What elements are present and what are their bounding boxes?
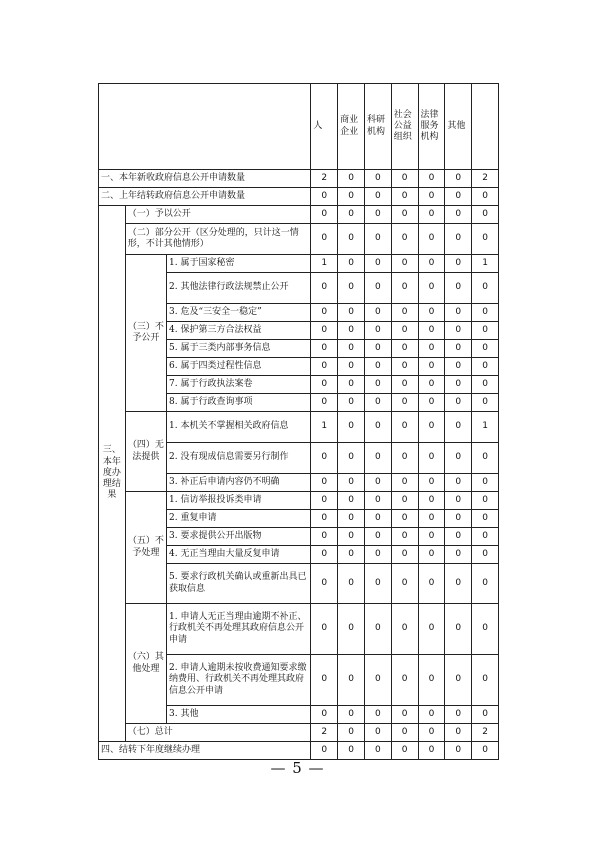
value-cell: 0 — [364, 376, 391, 394]
value-cell: 0 — [391, 510, 418, 528]
value-cell: 0 — [391, 492, 418, 510]
row-label: 3. 要求提供公开出版物 — [167, 528, 311, 546]
value-cell: 0 — [445, 510, 472, 528]
value-cell: 0 — [364, 322, 391, 340]
value-cell: 0 — [364, 340, 391, 358]
value-cell: 0 — [311, 706, 338, 724]
value-cell: 0 — [391, 742, 418, 760]
value-cell: 0 — [338, 655, 365, 706]
page-number: — 5 — — [270, 759, 325, 777]
value-cell: 0 — [391, 358, 418, 376]
value-cell: 0 — [418, 706, 445, 724]
value-cell: 0 — [418, 304, 445, 322]
value-cell: 0 — [391, 304, 418, 322]
value-cell: 0 — [472, 188, 499, 206]
value-cell: 0 — [472, 358, 499, 376]
value-cell: 0 — [364, 170, 391, 188]
table-row — [99, 724, 499, 742]
value-cell: 0 — [311, 443, 338, 474]
value-cell: 0 — [364, 443, 391, 474]
row-label: 5. 属于三类内部事务信息 — [167, 340, 311, 358]
value-cell: 0 — [472, 474, 499, 492]
table-row — [99, 604, 499, 655]
value-cell: 0 — [445, 564, 472, 604]
value-cell: 0 — [364, 510, 391, 528]
section-3-group-label: 三、本年度办理结果 — [99, 206, 126, 742]
value-cell: 0 — [311, 206, 338, 224]
row-label: 5. 要求行政机关确认或重新出具已获取信息 — [167, 564, 311, 604]
value-cell: 0 — [445, 474, 472, 492]
value-cell: 0 — [472, 304, 499, 322]
row-label: 3. 危及“三安全一稳定” — [167, 304, 311, 322]
value-cell: 0 — [391, 412, 418, 443]
value-cell: 0 — [311, 564, 338, 604]
value-cell: 0 — [311, 604, 338, 655]
value-cell: 0 — [391, 474, 418, 492]
value-cell: 0 — [472, 655, 499, 706]
value-cell: 0 — [418, 443, 445, 474]
value-cell: 0 — [445, 412, 472, 443]
subgroup-label: （四）无法提供 — [125, 412, 166, 492]
value-cell: 0 — [311, 474, 338, 492]
value-cell: 0 — [391, 340, 418, 358]
value-cell: 0 — [364, 255, 391, 273]
row-label: 3. 其他 — [167, 706, 311, 724]
value-cell: 0 — [418, 742, 445, 760]
value-cell: 0 — [472, 510, 499, 528]
row-label: 8. 属于行政查询事项 — [167, 394, 311, 412]
row-label: （一）予以公开 — [125, 206, 311, 224]
value-cell: 0 — [338, 742, 365, 760]
value-cell: 0 — [338, 358, 365, 376]
value-cell: 0 — [338, 255, 365, 273]
value-cell: 0 — [472, 706, 499, 724]
value-cell: 1 — [472, 412, 499, 443]
value-cell: 2 — [472, 170, 499, 188]
table-row — [99, 224, 499, 255]
row-label: （七）总计 — [125, 724, 311, 742]
value-cell: 0 — [418, 724, 445, 742]
value-cell: 0 — [445, 273, 472, 304]
value-cell: 0 — [391, 376, 418, 394]
table-row — [99, 170, 499, 188]
row-label: 1. 信访举报投诉类申请 — [167, 492, 311, 510]
value-cell: 0 — [338, 474, 365, 492]
value-cell: 0 — [364, 188, 391, 206]
row-label: 2. 其他法律行政法规禁止公开 — [167, 273, 311, 304]
value-cell: 0 — [311, 492, 338, 510]
column-header: 其他 — [445, 84, 472, 170]
value-cell: 0 — [472, 206, 499, 224]
table-row — [99, 188, 499, 206]
value-cell: 0 — [338, 412, 365, 443]
value-cell: 0 — [445, 322, 472, 340]
row-label: 4. 无正当理由大量反复申请 — [167, 546, 311, 564]
value-cell: 0 — [418, 206, 445, 224]
value-cell: 0 — [391, 564, 418, 604]
value-cell: 0 — [472, 604, 499, 655]
value-cell: 0 — [418, 376, 445, 394]
value-cell: 0 — [418, 273, 445, 304]
value-cell: 0 — [445, 742, 472, 760]
value-cell: 0 — [445, 394, 472, 412]
value-cell: 0 — [338, 376, 365, 394]
value-cell: 0 — [391, 528, 418, 546]
value-cell: 0 — [418, 546, 445, 564]
table-row — [99, 255, 499, 273]
value-cell: 0 — [418, 510, 445, 528]
value-cell: 0 — [445, 376, 472, 394]
value-cell: 0 — [472, 443, 499, 474]
value-cell: 0 — [418, 322, 445, 340]
value-cell: 0 — [311, 655, 338, 706]
value-cell: 0 — [364, 564, 391, 604]
column-header — [472, 84, 499, 170]
row-label: 2. 申请人逾期未按收费通知要求缴纳费用、行政机关不再处理其政府信息公开申请 — [167, 655, 311, 706]
value-cell: 0 — [364, 655, 391, 706]
value-cell: 0 — [445, 255, 472, 273]
value-cell: 0 — [364, 206, 391, 224]
value-cell: 0 — [338, 528, 365, 546]
column-header: 商业企业 — [338, 84, 365, 170]
value-cell: 0 — [338, 706, 365, 724]
value-cell: 0 — [391, 604, 418, 655]
value-cell: 0 — [391, 322, 418, 340]
value-cell: 0 — [364, 492, 391, 510]
value-cell: 2 — [311, 170, 338, 188]
value-cell: 0 — [418, 655, 445, 706]
value-cell: 0 — [391, 224, 418, 255]
row-label: 4. 保护第三方合法权益 — [167, 322, 311, 340]
value-cell: 1 — [311, 255, 338, 273]
value-cell: 0 — [472, 322, 499, 340]
row-label: （二）部分公开（区分处理的，只计这一情形，不计其他情形） — [125, 224, 311, 255]
row-label: 3. 补正后申请内容仍不明确 — [167, 474, 311, 492]
value-cell: 0 — [418, 492, 445, 510]
value-cell: 0 — [338, 492, 365, 510]
value-cell: 0 — [418, 564, 445, 604]
header-row — [99, 84, 499, 170]
value-cell: 0 — [418, 170, 445, 188]
header-blank-cell — [99, 84, 311, 170]
value-cell: 0 — [338, 394, 365, 412]
value-cell: 0 — [391, 443, 418, 474]
value-cell: 0 — [418, 188, 445, 206]
value-cell: 0 — [338, 188, 365, 206]
value-cell: 0 — [418, 358, 445, 376]
value-cell: 0 — [418, 604, 445, 655]
value-cell: 0 — [311, 510, 338, 528]
value-cell: 0 — [391, 170, 418, 188]
value-cell: 0 — [338, 273, 365, 304]
row-label: 一、本年新收政府信息公开申请数量 — [99, 170, 311, 188]
column-header: 人 — [311, 84, 338, 170]
row-label: 1. 本机关不掌握相关政府信息 — [167, 412, 311, 443]
value-cell: 0 — [418, 394, 445, 412]
value-cell: 0 — [364, 604, 391, 655]
value-cell: 0 — [445, 188, 472, 206]
value-cell: 0 — [418, 255, 445, 273]
value-cell: 0 — [311, 358, 338, 376]
value-cell: 0 — [364, 224, 391, 255]
value-cell: 0 — [311, 188, 338, 206]
value-cell: 0 — [472, 394, 499, 412]
value-cell: 0 — [472, 224, 499, 255]
value-cell: 0 — [391, 273, 418, 304]
value-cell: 0 — [472, 546, 499, 564]
value-cell: 0 — [418, 474, 445, 492]
value-cell: 0 — [311, 742, 338, 760]
value-cell: 0 — [311, 224, 338, 255]
value-cell: 0 — [311, 340, 338, 358]
column-header: 科研机构 — [364, 84, 391, 170]
value-cell: 0 — [445, 224, 472, 255]
value-cell: 0 — [311, 546, 338, 564]
value-cell: 0 — [364, 474, 391, 492]
value-cell: 0 — [445, 304, 472, 322]
value-cell: 0 — [364, 412, 391, 443]
value-cell: 0 — [445, 655, 472, 706]
value-cell: 0 — [418, 224, 445, 255]
column-header: 法律服务机构 — [418, 84, 445, 170]
value-cell: 0 — [311, 322, 338, 340]
value-cell: 0 — [338, 443, 365, 474]
row-label: 四、结转下年度继续办理 — [99, 742, 311, 760]
value-cell: 0 — [364, 706, 391, 724]
row-label: 1. 申请人无正当理由逾期不补正、行政机关不再处理其政府信息公开申请 — [167, 604, 311, 655]
value-cell: 0 — [445, 358, 472, 376]
value-cell: 0 — [338, 322, 365, 340]
table-row — [99, 742, 499, 760]
statistics-table — [98, 83, 499, 760]
value-cell: 0 — [472, 564, 499, 604]
value-cell: 0 — [364, 724, 391, 742]
value-cell: 0 — [338, 206, 365, 224]
value-cell: 0 — [445, 706, 472, 724]
value-cell: 0 — [418, 528, 445, 546]
value-cell: 0 — [391, 546, 418, 564]
value-cell: 0 — [418, 340, 445, 358]
value-cell: 0 — [391, 394, 418, 412]
value-cell: 0 — [338, 564, 365, 604]
value-cell: 0 — [445, 604, 472, 655]
value-cell: 0 — [472, 273, 499, 304]
value-cell: 0 — [338, 170, 365, 188]
value-cell: 0 — [364, 528, 391, 546]
row-label: 6. 属于四类过程性信息 — [167, 358, 311, 376]
value-cell: 0 — [391, 706, 418, 724]
value-cell: 0 — [338, 724, 365, 742]
subgroup-label: （六）其他处理 — [125, 604, 166, 724]
value-cell: 0 — [364, 394, 391, 412]
value-cell: 0 — [311, 273, 338, 304]
value-cell: 0 — [364, 273, 391, 304]
value-cell: 0 — [472, 742, 499, 760]
value-cell: 0 — [311, 304, 338, 322]
value-cell: 0 — [338, 546, 365, 564]
value-cell: 1 — [311, 412, 338, 443]
value-cell: 2 — [472, 724, 499, 742]
value-cell: 0 — [391, 255, 418, 273]
value-cell: 0 — [445, 546, 472, 564]
value-cell: 0 — [391, 188, 418, 206]
value-cell: 0 — [445, 492, 472, 510]
row-label: 1. 属于国家秘密 — [167, 255, 311, 273]
value-cell: 0 — [391, 724, 418, 742]
value-cell: 2 — [311, 724, 338, 742]
value-cell: 0 — [338, 604, 365, 655]
value-cell: 0 — [338, 304, 365, 322]
table-row — [99, 206, 499, 224]
value-cell: 0 — [418, 412, 445, 443]
value-cell: 1 — [472, 255, 499, 273]
value-cell: 0 — [445, 724, 472, 742]
value-cell: 0 — [472, 492, 499, 510]
subgroup-label: （五）不予处理 — [125, 492, 166, 604]
value-cell: 0 — [364, 546, 391, 564]
value-cell: 0 — [364, 304, 391, 322]
value-cell: 0 — [391, 655, 418, 706]
subgroup-label: （三）不予公开 — [125, 255, 166, 412]
row-label: 7. 属于行政执法案卷 — [167, 376, 311, 394]
value-cell: 0 — [364, 358, 391, 376]
value-cell: 0 — [338, 510, 365, 528]
value-cell: 0 — [311, 528, 338, 546]
row-label: 2. 重复申请 — [167, 510, 311, 528]
column-header: 社会公益组织 — [391, 84, 418, 170]
row-label: 二、上年结转政府信息公开申请数量 — [99, 188, 311, 206]
value-cell: 0 — [338, 340, 365, 358]
value-cell: 0 — [311, 394, 338, 412]
value-cell: 0 — [472, 528, 499, 546]
value-cell: 0 — [364, 742, 391, 760]
value-cell: 0 — [445, 170, 472, 188]
table-row — [99, 492, 499, 510]
value-cell: 0 — [311, 376, 338, 394]
row-label: 2. 没有现成信息需要另行制作 — [167, 443, 311, 474]
table-row — [99, 412, 499, 443]
value-cell: 0 — [445, 206, 472, 224]
value-cell: 0 — [472, 340, 499, 358]
value-cell: 0 — [445, 340, 472, 358]
value-cell: 0 — [472, 376, 499, 394]
value-cell: 0 — [445, 528, 472, 546]
value-cell: 0 — [391, 206, 418, 224]
value-cell: 0 — [445, 443, 472, 474]
value-cell: 0 — [338, 224, 365, 255]
